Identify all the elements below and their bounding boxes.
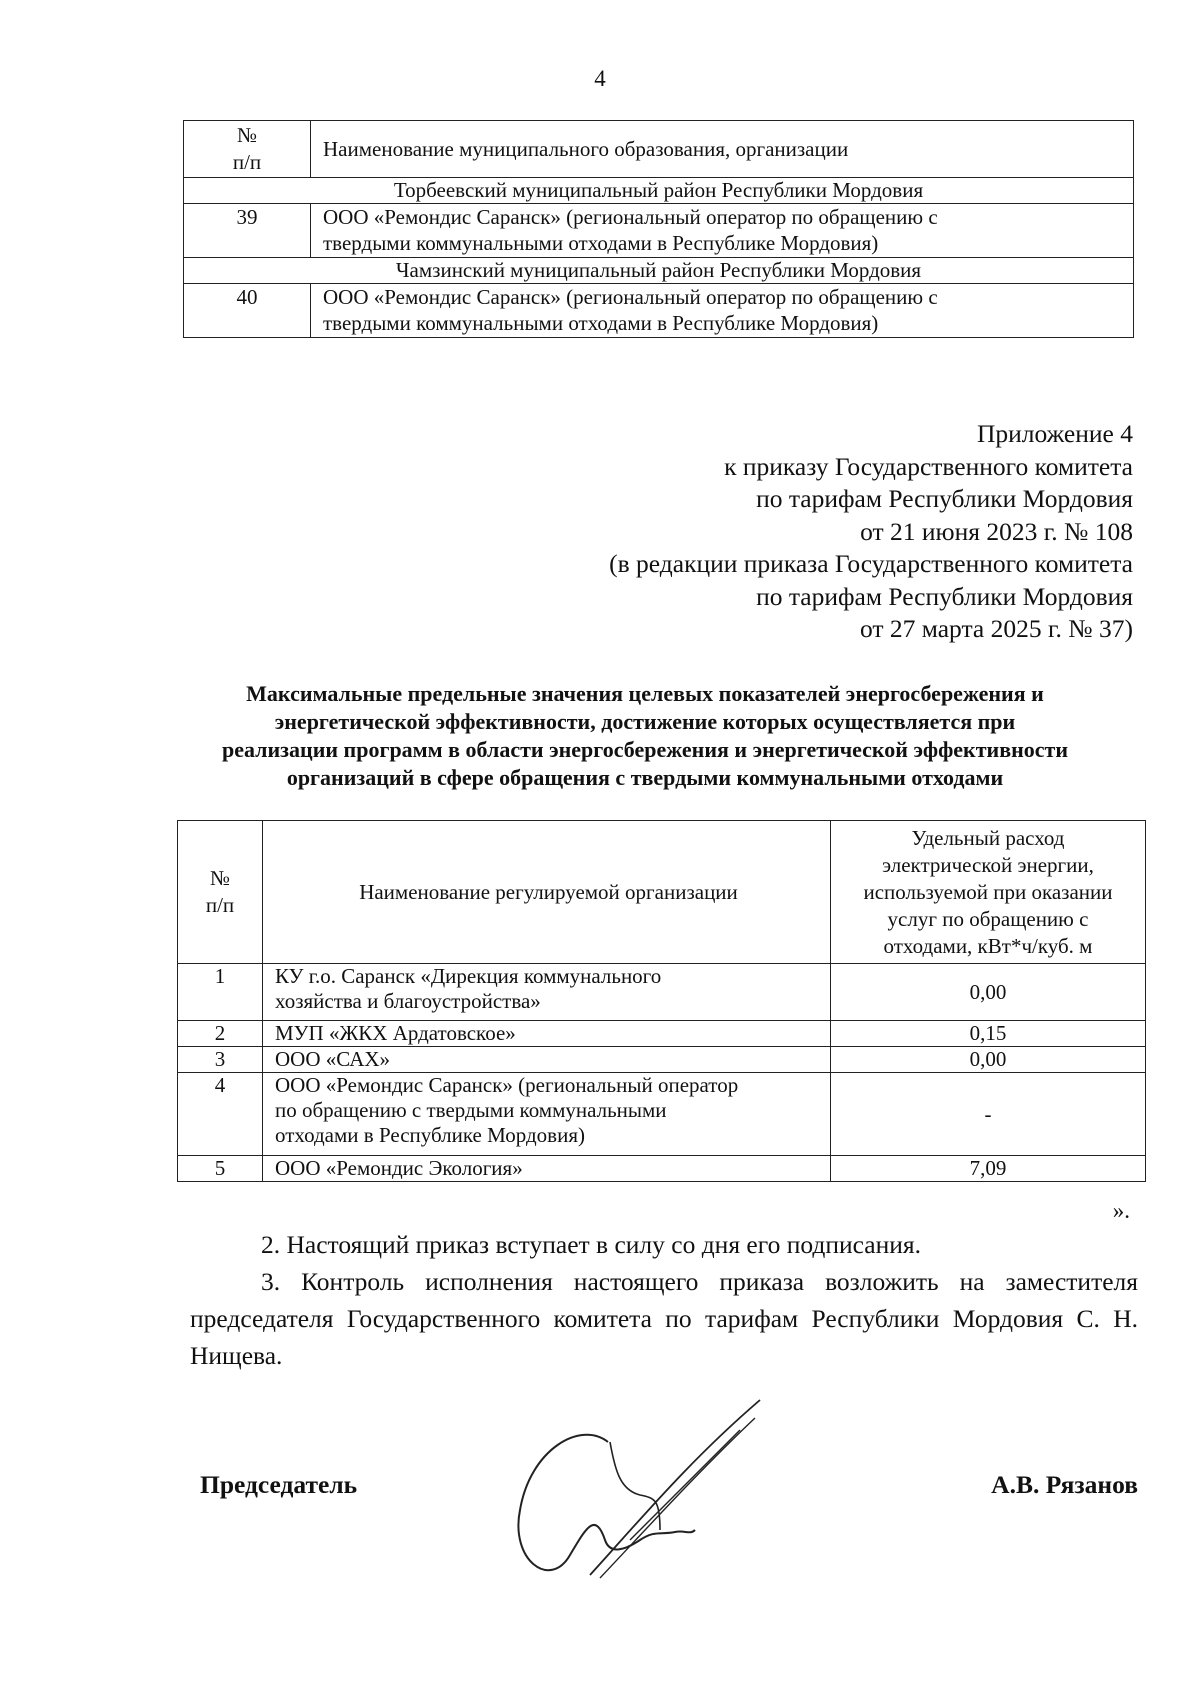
row-num: 3 [178, 1047, 263, 1073]
appendix-line: Приложение 4 [977, 419, 1133, 448]
municipalities-table [183, 120, 1134, 338]
header-name: Наименование муниципального образования, организации [311, 121, 1134, 178]
row-organization: ООО «Ремондис Саранск» (региональный оператор по обращению с твердыми коммунальными отходами в Республике Мордовия) [311, 204, 1134, 258]
section-row [184, 178, 1134, 204]
section-row [184, 258, 1134, 284]
signatory-role: Председатель [200, 1470, 358, 1499]
section-title: Чамзинский муниципальный район Республики Мордовия [184, 258, 1134, 284]
row-num: 39 [184, 204, 311, 258]
row-organization: МУП «ЖКХ Ардатовское» [263, 1021, 831, 1047]
header-num: № п/п [184, 121, 311, 178]
signature-icon [510, 1390, 770, 1590]
row-num: 2 [178, 1021, 263, 1047]
header-num: № п/п [178, 821, 263, 964]
table-row [178, 1047, 1146, 1073]
header-value: Удельный расход электрической энергии, используемой при оказании услуг по обращению с отходами, кВт*ч/куб. м [831, 821, 1146, 964]
page-number: 4 [594, 66, 606, 91]
row-num: 40 [184, 284, 311, 338]
paragraph-2: 2. Настоящий приказ вступает в силу со дня его подписания. [261, 1230, 921, 1259]
signatory-name: А.В. Рязанов [991, 1470, 1138, 1499]
table-row [178, 1156, 1146, 1182]
table-row [178, 1073, 1146, 1156]
appendix-line: от 21 июня 2023 г. № 108 [860, 516, 1133, 546]
row-value: 0,00 [831, 1047, 1146, 1073]
table-row [184, 284, 1134, 338]
appendix-line: к приказу Государственного комитета [724, 451, 1133, 481]
table-row [184, 204, 1134, 258]
paragraph-3: 3. Контроль исполнения настоящего приказа возложить на заместителя председателя Государственного комитета по тарифам Республики Мордовия С. Н. Нищева. [190, 1267, 1138, 1370]
appendix-line: по тарифам Республики Мордовия [756, 484, 1133, 513]
document-heading: Максимальные предельные значения целевых показателей энергосбережения и энергетической эффективности, достижение которых осуществляется при реализации программ в области энергосбережения и энергетической эффективности организаций в сфере обращения с твердыми коммунальными отходами [221, 681, 1069, 790]
appendix-header [609, 418, 1133, 646]
row-organization: ООО «Ремондис Саранск» (региональный оператор по обращению с твердыми коммунальными отходами в Республике Мордовия) [311, 284, 1134, 338]
appendix-line: (в редакции приказа Государственного комитета [609, 549, 1133, 578]
row-value: - [831, 1073, 1146, 1156]
table-header-row [178, 821, 1146, 964]
row-num: 5 [178, 1156, 263, 1182]
row-organization: ООО «Ремондис Саранск» (региональный оператор по обращению с твердыми коммунальными отходами в Республике Мордовия) [263, 1073, 831, 1156]
row-value: 0,15 [831, 1021, 1146, 1047]
row-num: 4 [178, 1073, 263, 1156]
section-title: Торбеевский муниципальный район Республики Мордовия [184, 178, 1134, 204]
row-value: 0,00 [831, 964, 1146, 1021]
appendix-line: по тарифам Республики Мордовия [756, 581, 1133, 611]
table-row [178, 964, 1146, 1021]
header-name: Наименование регулируемой организации [263, 821, 831, 964]
row-num: 1 [178, 964, 263, 1021]
energy-indicators-table [177, 820, 1146, 1182]
row-organization: КУ г.о. Саранск «Дирекция коммунального хозяйства и благоустройства» [263, 964, 831, 1021]
table-header-row [184, 121, 1134, 178]
row-organization: ООО «САХ» [263, 1047, 831, 1073]
row-organization: ООО «Ремондис Экология» [263, 1156, 831, 1182]
closing-quote: ». [1112, 1198, 1130, 1223]
row-value: 7,09 [831, 1156, 1146, 1182]
appendix-line: от 27 марта 2025 г. № 37) [859, 614, 1133, 643]
table-row [178, 1021, 1146, 1047]
